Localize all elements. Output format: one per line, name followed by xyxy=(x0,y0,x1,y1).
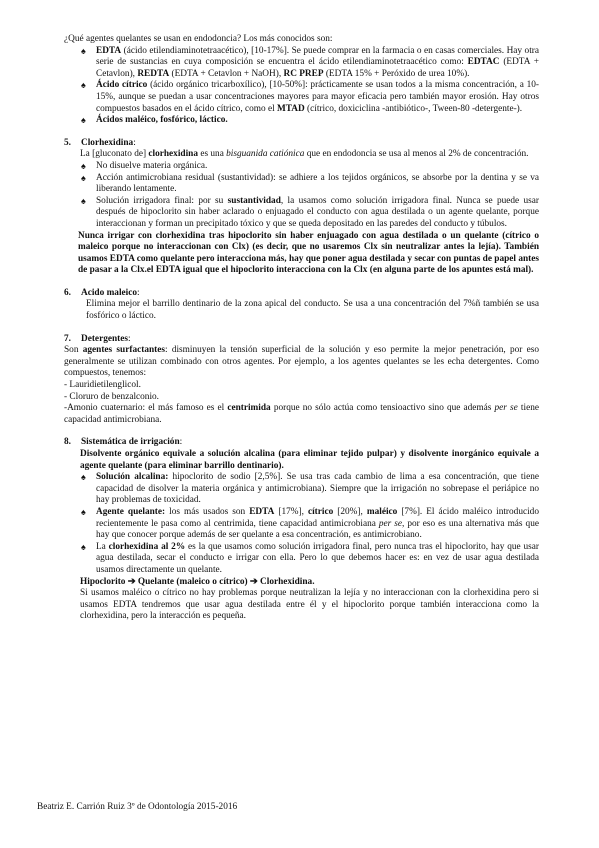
list-item xyxy=(80,472,539,507)
list-item-maleico xyxy=(80,115,539,127)
document-page xyxy=(64,34,539,623)
bullet-icon: ♠ xyxy=(81,45,86,56)
term-edta: EDTA xyxy=(96,45,122,56)
term: centrimida xyxy=(227,403,271,414)
list-line xyxy=(64,403,539,426)
bullet-icon: ♠ xyxy=(81,172,86,183)
bullet-icon: ♠ xyxy=(81,80,86,91)
term-mtad: MTAD xyxy=(276,103,305,114)
bullet-icon: ♠ xyxy=(81,115,86,126)
text: Acción antimicrobiana residual (sustantividad): se adhiere a los tejidos orgánicos, se absorbe por la dentina y se va liberando lentamente. xyxy=(96,172,539,195)
section-title: Detergentes xyxy=(81,333,128,344)
term-edtac: EDTAC xyxy=(467,57,500,68)
term: sustantividad xyxy=(227,195,281,206)
colon: : xyxy=(137,287,140,298)
colon: : xyxy=(179,437,183,448)
text: [17%], xyxy=(274,506,308,517)
bullet-icon: ♠ xyxy=(81,160,86,171)
text: (cítrico, doxiciclina -antibiótico-, Tween-80 -detergente-). xyxy=(304,103,523,114)
term-italic: per se xyxy=(494,403,518,414)
text: [7%]. El ácido maléico introducido recientemente le pasa como al centrimida, tiene capacidad antimicrobiana xyxy=(96,506,539,529)
text: tiene capacidad antimicrobiana. xyxy=(64,403,539,425)
term-citrico: Ácido cítrico xyxy=(96,80,148,91)
page-footer: Beatriz E. Carrión Ruiz 3º de Odontología 2015-2016 xyxy=(37,802,238,812)
term-italic: per se xyxy=(378,518,403,529)
list-line: - Cloruro de benzalconio. xyxy=(64,391,160,402)
text: La [gluconato de] xyxy=(80,149,149,160)
list-line: - Lauridietilenglicol. xyxy=(64,380,141,391)
text: [20%], xyxy=(333,506,367,517)
sequence-line: Hipoclorito ➔ Quelante (maleico o cítrico) ➔ Clorhexidina. xyxy=(80,576,315,587)
list-item xyxy=(80,542,539,577)
term: EDTA xyxy=(249,506,275,517)
text: No disuelve materia orgánica. xyxy=(96,160,208,171)
list-item xyxy=(80,173,539,196)
section-title: Acido maleico xyxy=(81,287,138,298)
term-rcprep: RC PREP xyxy=(283,68,324,79)
colon: : xyxy=(133,137,136,148)
text: : disminuyen la tensión superficial de la solución y eso permite la mejor penetración, por eso generalmente se utilizan combinado con otros agentes. Por ejemplo, a los agentes quelantes se les echa detergentes. Como compuestos, tenemos: xyxy=(64,345,539,379)
paragraph xyxy=(80,149,539,161)
text: (EDTA 15% + Peróxido de urea 10%). xyxy=(323,68,470,79)
text: (EDTA + Cetavlon + NaOH), xyxy=(169,68,284,79)
paragraph xyxy=(64,345,539,380)
text: , la usamos como solución irrigadora final. Nunca se puede usar después de hipoclorito sin haber aclarado o enjuagado el conducto con agua destilada o un agente quelante, porque interaccionan y forman un precipitado tóxico y que se queda depositado en las paredes del conducto y túbulos. xyxy=(96,195,539,229)
term: agentes surfactantes xyxy=(82,345,165,356)
list-item xyxy=(80,161,539,173)
text: Son xyxy=(64,345,83,356)
term-redta: REDTA xyxy=(137,68,170,79)
section-number: 5. xyxy=(64,137,71,148)
list-item xyxy=(80,507,539,542)
colon: : xyxy=(127,333,131,344)
term-italic: bisguanida catiónica xyxy=(226,149,305,160)
bullet-icon: ♠ xyxy=(81,541,86,552)
term: clorhexidina xyxy=(148,149,198,160)
text: , por eso es una alternativa más que hay que conocer porque además de ser quelante a esa concentración, es antimicrobiano. xyxy=(96,518,539,541)
text: porque no sólo actúa como tensioactivo sino que además xyxy=(270,403,495,414)
paragraph: Si usamos maléico o cítrico no hay problemas porque neutralizan la lejía y no interaccionan con la clorhexidina pero si usamos EDTA tendremos que usar agua destilada entre él y el hipoclorito porque también interacciona como la clorhexidina, pero la interacción es pequeña. xyxy=(80,588,539,622)
text: hipoclorito de sodio [2,5%]. Se usa tras cada cambio de lima a esa concentración, que tiene capacidad de disolver la materia orgánica y antimicrobiana). Siempre que la irrigación no sobrepase el periápice no hay problemas de toxicidad. xyxy=(96,472,539,506)
section-number: 6. xyxy=(64,287,71,298)
text: La xyxy=(96,541,109,552)
bullet-icon: ♠ xyxy=(81,472,86,483)
text: es la que usamos como solución irrigadora final, pero nunca tras el hipoclorito, hay que usar agua destilada, secar el conducto e irrigar con ella. Pero lo que debemos hacer es: en vez de usar agua destilada usamos directamente un quelante. xyxy=(96,541,539,575)
list-item-edta xyxy=(80,46,539,81)
term: Solución alcalina: xyxy=(96,472,169,483)
list-item-citrico xyxy=(80,80,539,115)
text: los más usados son xyxy=(165,506,250,517)
term-acidos: Ácidos maléico, fosfórico, láctico. xyxy=(96,115,228,126)
section-heading-7 xyxy=(64,334,539,346)
section-heading-6 xyxy=(64,288,539,300)
section-number: 8. xyxy=(64,437,71,448)
term: Agente quelante: xyxy=(96,506,166,517)
text: (EDTA + Cetavlon), xyxy=(96,57,540,79)
text: es una xyxy=(198,149,227,160)
warning-paragraph: Nunca irrigar con clorhexidina tras hipoclorito sin haber enjuagado con agua destilada o un quelante (cítrico o maleico porque no interaccionan con Clx) (es decir, que no usaremos Clx sin neutralizar antes la lejía). También usamos EDTA como quelante pero interacciona más, hay que poner agua destilada y secar con puntas de papel antes de pasar a la Clx.el EDTA igual que el hipoclorito interacciona con la Clx (en alguna parte de los apuntes está mal). xyxy=(78,230,539,276)
term: maléico xyxy=(366,506,398,517)
text: (ácido etilendiaminotetraacético), [10-17%]. Se puede comprar en la farmacia o en casas comerciales. Hay otra serie de sustancias en cuya composición se encuentra el ácido etilendiaminotetraacético como: xyxy=(96,45,539,68)
section-title: Sistemática de irrigación xyxy=(81,437,180,448)
section-number: 7. xyxy=(64,333,71,344)
intro-text: ¿Qué agentes quelantes se usan en endodoncia? Los más conocidos son: xyxy=(64,34,333,44)
paragraph: Elimina mejor el barrillo dentinario de la zona apical del conducto. Se usa a una concentración del 7%ñ también se usa fosfórico o láctico. xyxy=(86,299,539,322)
section-heading-5 xyxy=(64,138,539,150)
term: cítrico xyxy=(307,506,334,517)
text: -Amonio cuaternario: el más famoso es el xyxy=(64,403,228,414)
lead-paragraph: Disolvente orgánico equivale a solución alcalina (para eliminar tejido pulpar) y disolvente inorgánico equivale a agente quelante (para eliminar barrillo dentinario). xyxy=(80,449,539,471)
bullet-icon: ♠ xyxy=(81,195,86,206)
text: Solución irrigadora final: por su xyxy=(96,195,228,206)
section-heading-8 xyxy=(64,437,539,449)
term: clorhexidina al 2% xyxy=(108,541,186,552)
list-item xyxy=(80,196,539,231)
text: (ácido orgánico tricarboxílico), [10-50%]: prácticamente se usan todos a la misma concentración, a 10-15%, aunque se puedan a usar concentraciones mayores para mayor eficacia pero también mayor erosión. Hay otros compuestos basados en el ácido cítrico, como el xyxy=(96,80,539,114)
bullet-icon: ♠ xyxy=(81,506,86,517)
text: que en endodoncia se usa al menos al 2% de concentración. xyxy=(304,149,529,160)
section-title: Clorhexidina xyxy=(81,137,134,148)
